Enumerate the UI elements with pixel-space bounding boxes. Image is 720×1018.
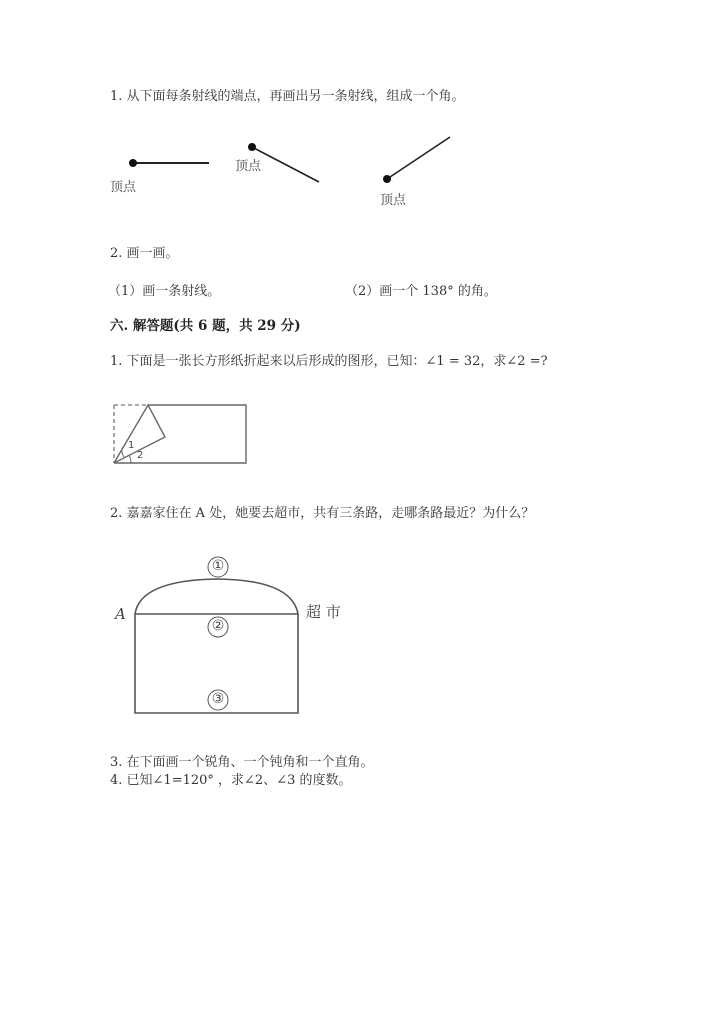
question-6-1-text: 1. 下面是一张长方形纸折起来以后形成的图形，已知：∠1 = 32，求∠2 =? [110,354,548,369]
question-5-1-text: 1. 从下面每条射线的端点，再画出另一条射线，组成一个角。 [110,89,465,104]
question-6-4-text: 4. 已知∠1=120° ，求∠2、∠3 的度数。 [110,773,352,788]
angle-2-label: 2 [137,450,144,461]
question-5-2-sub1: （1）画一条射线。 [108,284,221,299]
route-2-label: ② [211,618,225,634]
route-3-label: ③ [211,691,225,707]
question-5-2-text: 2. 画一画。 [110,246,179,261]
supermarket-label: 超 市 [306,603,341,621]
point-a-label: A [115,605,126,623]
section-6-title: 六. 解答题(共 6 题，共 29 分) [110,318,301,334]
angle-1-label: 1 [128,440,135,451]
vertex-label-3: 顶点 [380,193,407,208]
question-5-2-sub2: （2）画一个 138° 的角。 [345,284,497,299]
vertex-label-2: 顶点 [235,159,262,174]
question-6-2-text: 2. 嘉嘉家住在 A 处，她要去超市，共有三条路，走哪条路最近？为什么？ [110,506,535,521]
question-6-3-text: 3. 在下面画一个锐角、一个钝角和一个直角。 [110,755,374,770]
vertex-label-1: 顶点 [110,180,137,195]
route-1-label: ① [211,558,225,574]
